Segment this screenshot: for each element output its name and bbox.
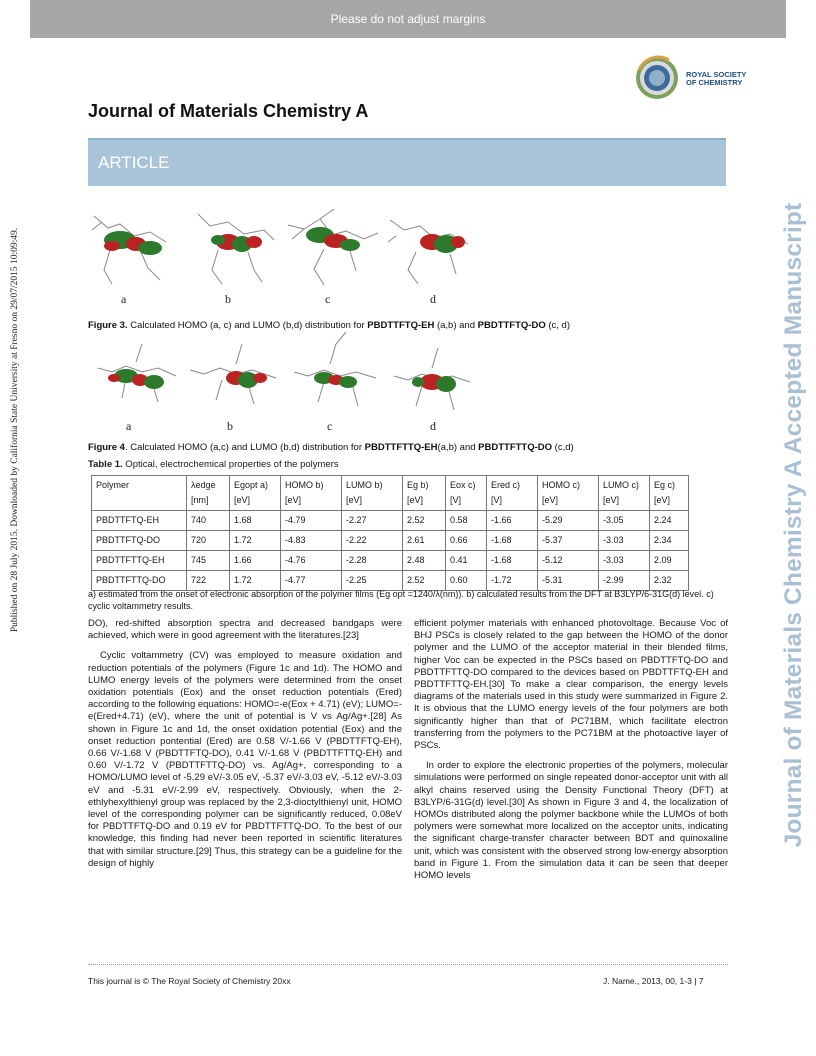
table-cell: -4.79 xyxy=(281,511,342,531)
table-cell: -3.05 xyxy=(599,511,650,531)
table-cell: -5.12 xyxy=(538,551,599,571)
fig3-caption-text1: Calculated HOMO (a, c) and LUMO (b,d) distribution for xyxy=(127,320,368,331)
fig3-molecule-c xyxy=(284,205,380,287)
table-cell: 1.72 xyxy=(230,531,281,551)
table-cell: 722 xyxy=(187,571,230,591)
fig4-caption-b1: PBDTTFTTQ-EH xyxy=(364,442,438,453)
fig4-letter-d: d xyxy=(430,419,436,433)
fig3-molecule-b xyxy=(188,210,278,288)
table-cell: 2.24 xyxy=(650,511,689,531)
fig4-letter-a: a xyxy=(126,419,132,433)
table-cell: -2.99 xyxy=(599,571,650,591)
journal-title: Journal of Materials Chemistry A xyxy=(88,101,369,121)
download-stamp xyxy=(8,200,22,660)
paragraph: efficient polymer materials with enhanced photovoltage. Because Voc of BHJ PSCs is closely related to the gap between the HOMO of the donor polymer and the LUMO of the acceptor material in their blended films, higher Voc can be expected in the PSCs based on PBDTTFTQ-DO and PBDTTFTTQ-DO compared to the devices based on PBDTTFTQ-EH and PBDTTFTTQ-EH.[30] To make a clear comparison, the energy levels diagrams of the materials used in this study were summarized in Figure 2. It is obvious that the LUMO energy levels of the four polymers are both significantly higher than that of PC71BM, which facilitate electron transferring from the polymers to the PC71BM at the photoactive layer of PSCs. xyxy=(414,618,728,752)
fig4-caption-text2: (a,b) and xyxy=(437,442,479,453)
fig4-letter-c: c xyxy=(327,419,333,433)
header-cell: Polymer xyxy=(92,476,187,511)
right-column xyxy=(414,618,728,890)
accepted-manuscript-watermark xyxy=(776,130,812,920)
table-cell: PBDTTFTTQ-DO xyxy=(92,571,187,591)
header-cell: HOMO b) [eV] xyxy=(281,476,342,511)
table-cell: 2.48 xyxy=(403,551,446,571)
fig4-molecule-d xyxy=(392,338,472,416)
fig3-letter-d: d xyxy=(430,292,436,306)
fig4-caption-text1: . Calculated HOMO (a,c) and LUMO (b,d) distribution for xyxy=(124,442,365,453)
fig3-caption-label: Figure 3. xyxy=(88,320,128,331)
table-cell: -4.76 xyxy=(281,551,342,571)
fig3-caption-b2: PBDTTFTQ-DO xyxy=(477,320,546,331)
table-1 xyxy=(91,475,689,591)
header-cell: Eg c) [eV] xyxy=(650,476,689,511)
table-row xyxy=(92,531,689,551)
fig3-letter-a: a xyxy=(121,292,127,306)
watermark-text: Journal of Materials Chemistry A Accepted Manuscript xyxy=(780,202,807,848)
table-cell: -4.77 xyxy=(281,571,342,591)
fig3-caption-text3: (c, d) xyxy=(545,320,570,331)
table-cell: -2.27 xyxy=(342,511,403,531)
footer-copyright: This journal is © The Royal Society of Chemistry 20xx xyxy=(88,976,291,986)
table-cell: -3.03 xyxy=(599,551,650,571)
table-cell: 2.32 xyxy=(650,571,689,591)
table-cell: 2.34 xyxy=(650,531,689,551)
fig3-molecule-d xyxy=(386,210,480,288)
footer-citation: J. Name., 2013, 00, 1-3 | 7 xyxy=(603,976,704,986)
header-cell: Egopt a) [eV] xyxy=(230,476,281,511)
table-cell: 745 xyxy=(187,551,230,571)
table-cell: 2.52 xyxy=(403,571,446,591)
table-header-row xyxy=(92,476,689,511)
download-stamp-text: Published on 28 July 2015. Downloaded by California State University at Fresno on 29/07/2015 10:09:49. xyxy=(10,227,20,633)
rsc-logo-text xyxy=(686,71,746,87)
fig4-letter-b: b xyxy=(227,419,233,433)
table-row xyxy=(92,511,689,531)
table-cell: 1.72 xyxy=(230,571,281,591)
table-cell: 0.66 xyxy=(446,531,487,551)
table-cell: -2.28 xyxy=(342,551,403,571)
table-cell: -2.25 xyxy=(342,571,403,591)
table-cell: -2.22 xyxy=(342,531,403,551)
table-1-title xyxy=(88,459,339,470)
figure-4-caption xyxy=(88,442,574,453)
fig3-letter-b: b xyxy=(225,292,231,306)
table-cell: 2.52 xyxy=(403,511,446,531)
table-label: Table 1. xyxy=(88,459,123,470)
table-footnote: a) estimated from the onset of electronic absorption of the polymer films (Eg opt =1240/λ(nm)). b) calculated results from the DFT at B3LYP/6-31G(d) level. c) cyclic voltammetry results. xyxy=(88,589,714,611)
paragraph: In order to explore the electronic properties of the polymers, molecular simulations were performed on single repeated donor-acceptor unit with all alkyl chains reserved using the Density Functional Theory (DFT) at B3LYP/6-31G(d) level.[30] As shown in Figure 3 and 4, the localization of HOMOs distributed along the polymer backbone while the LUMOs of both polymers were somewhat more localized on the acceptor units, indicating the significant charge-transfer character between BDT and quinoxaline unit, which was consistent with the observed strong low-energy absorption band in Figure 1. From the simulation data it can be seen that deeper HOMO levels xyxy=(414,760,728,882)
table-cell: PBDTTFTTQ-EH xyxy=(92,551,187,571)
table-cell: -3.03 xyxy=(599,531,650,551)
fig3-caption-text2: (a,b) and xyxy=(434,320,478,331)
header-cell: λedge [nm] xyxy=(187,476,230,511)
table-cell: 0.58 xyxy=(446,511,487,531)
header-cell: Ered c) [V] xyxy=(487,476,538,511)
table-cell: 1.66 xyxy=(230,551,281,571)
table-cell: -5.31 xyxy=(538,571,599,591)
table-row xyxy=(92,551,689,571)
header-cell: HOMO c) [eV] xyxy=(538,476,599,511)
header-cell: LUMO c) [eV] xyxy=(599,476,650,511)
fig4-caption-text3: (c,d) xyxy=(552,442,574,453)
table-cell: PBDTTFTQ-EH xyxy=(92,511,187,531)
table-cell: -5.37 xyxy=(538,531,599,551)
table-cell: 0.60 xyxy=(446,571,487,591)
table-cell: 740 xyxy=(187,511,230,531)
fig4-molecule-c xyxy=(290,330,380,414)
table-cell: 720 xyxy=(187,531,230,551)
fig4-caption-label: Figure 4 xyxy=(88,442,125,453)
table-cell: 0.41 xyxy=(446,551,487,571)
fig4-caption-b2: PBDTTFTTQ-DO xyxy=(478,442,553,453)
table-title-text: Optical, electrochemical properties of the polymers xyxy=(122,459,339,470)
fig3-caption-b1: PBDTTFTQ-EH xyxy=(367,320,435,331)
table-cell: -1.72 xyxy=(487,571,538,591)
fig3-molecule-a xyxy=(90,210,178,288)
header-cell: Eox c) [V] xyxy=(446,476,487,511)
fig3-letter-c: c xyxy=(325,292,331,306)
left-column xyxy=(88,618,402,878)
table-cell: 2.09 xyxy=(650,551,689,571)
paragraph: DO), red-shifted absorption spectra and decreased bandgaps were achieved, which were in good agreement with the literatures.[23] xyxy=(88,618,402,642)
fig4-molecule-a xyxy=(96,338,180,414)
article-banner: ARTICLE xyxy=(88,138,726,186)
logo-line2: OF CHEMISTRY xyxy=(686,78,743,87)
bottom-divider xyxy=(88,958,728,965)
table-cell: 2.61 xyxy=(403,531,446,551)
header-cell: LUMO b) [eV] xyxy=(342,476,403,511)
paragraph: Cyclic voltammetry (CV) was employed to measure oxidation and reduction potentials of the polymers (Figure 1c and 1d). The HOMO and LUMO energy levels of the polymers were determined from the onset oxidation potentials (Eox) and the onset reduction potentials (Ered) according to the following equations: HOMO=-e(Eox + 4.71) (eV); LUMO=-e(Ered+4.71) (eV), where the unit of potential is V vs Ag/Ag+.[28] As shown in Figure 1c and 1d, the onset oxidation potential (Eox) and the onset reduction pontential (Ered) are 0.58 V/-1.66 V (PBDTTFTQ-EH), 0.66 V/-1.68 V (PBDTTFTQ-DO), 0.41 V/-1.68 V (PBDTTFTTQ-EH) and 0.60 V/-1.72 V (PBDTTFTTQ-DO) vs. Ag/Ag+, corresponding to a HOMO/LUMO level of -5.29 eV/-3.05 eV, -5.37 eV/-3.03 eV, -5.12 eV/-3.03 eV and -5.31 eV/-2.99 eV, respectively. Obviously, when the 2-ethlyhexylthienyl group was replaced by the 2,3-dioctylthienyl unit, HOMO level of the corresponding polymer can be significantly reduced, 0.08eV for PBDTTFTQ-DO and 0.19 eV for PBDTTFTTQ-DO. To the best of our knowledge, this finding had never been reported in scientific literatures that with similar structure.[29] Thus, this strategy can be a guideline for the design of highly xyxy=(88,650,402,869)
top-margin-banner: Please do not adjust margins xyxy=(30,0,786,38)
fig4-molecule-b xyxy=(186,338,280,414)
table-cell: -4.83 xyxy=(281,531,342,551)
table-cell: -1.66 xyxy=(487,511,538,531)
table-cell: PBDTTFTQ-DO xyxy=(92,531,187,551)
table-cell: 1.68 xyxy=(230,511,281,531)
logo-line1: ROYAL SOCIETY xyxy=(686,70,747,79)
table-cell: -5.29 xyxy=(538,511,599,531)
table-cell: -1.68 xyxy=(487,531,538,551)
table-cell: -1.68 xyxy=(487,551,538,571)
header-cell: Eg b) [eV] xyxy=(403,476,446,511)
